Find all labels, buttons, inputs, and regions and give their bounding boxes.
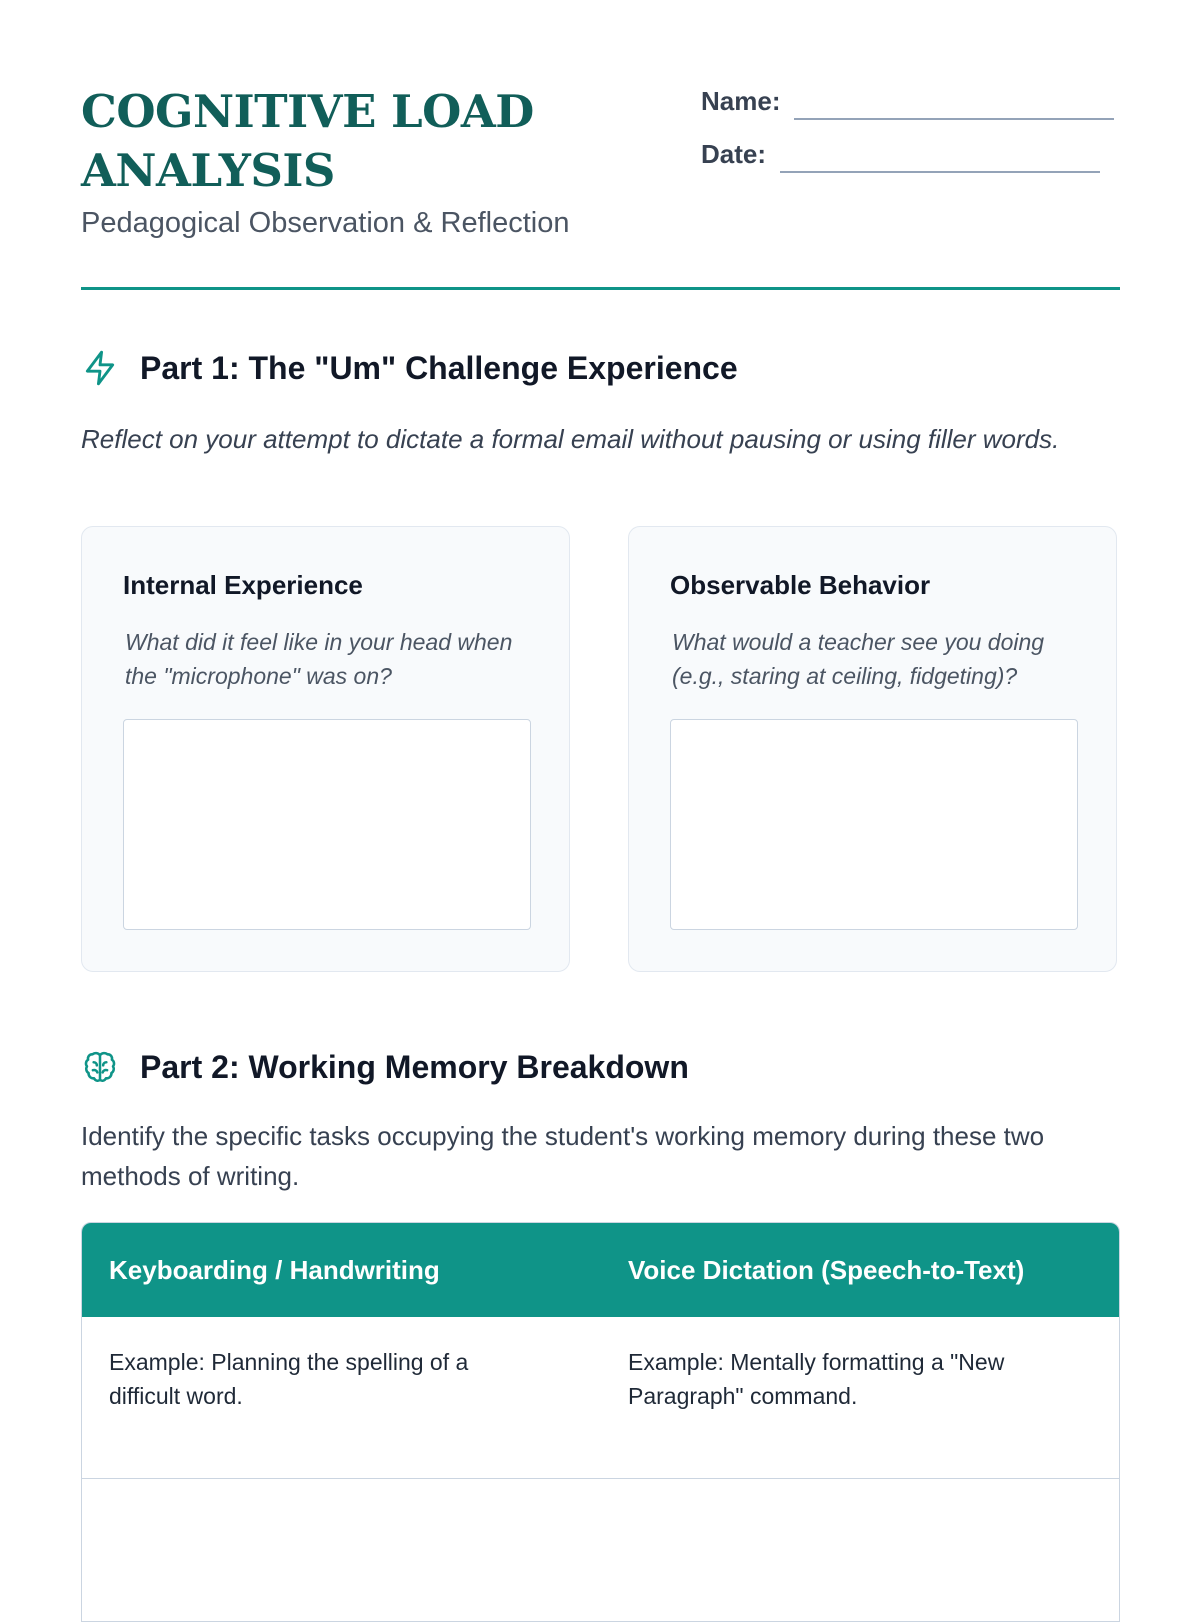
name-label: Name: xyxy=(701,86,781,116)
student-info-fields xyxy=(701,82,1120,188)
part2-intro: Identify the specific tasks occupying the student's working memory during these two methods of writing. xyxy=(81,1121,1045,1191)
part1-title: Part 1: The "Um" Challenge Experience xyxy=(140,350,738,386)
table-cell-voice-dictation[interactable]: Example: Mentally formatting a "New Paragraph" command. xyxy=(628,1349,1005,1409)
worksheet-page xyxy=(81,0,1120,1409)
worksheet-header xyxy=(81,0,1120,290)
table-row xyxy=(82,1317,1119,1479)
part1-intro: Reflect on your attempt to dictate a formal email without pausing or using filler words. xyxy=(81,424,1060,454)
table-cell-keyboarding[interactable]: Example: Planning the spelling of a difficult word. xyxy=(109,1349,469,1409)
observable-behavior-card xyxy=(628,526,1117,972)
date-label: Date: xyxy=(701,139,767,169)
internal-experience-card xyxy=(81,526,570,972)
page-title: COGNITIVE LOAD ANALYSIS xyxy=(81,85,534,197)
working-memory-table xyxy=(81,1222,1120,1622)
lightning-bolt-icon xyxy=(81,349,119,387)
page-subtitle: Pedagogical Observation & Reflection xyxy=(81,207,570,239)
name-input-line[interactable] xyxy=(794,82,1114,120)
table-header-voice-dictation: Voice Dictation (Speech-to-Text) xyxy=(628,1255,1025,1285)
brain-icon xyxy=(81,1048,119,1086)
part1-heading xyxy=(81,348,738,388)
header-divider xyxy=(81,287,1120,290)
date-field xyxy=(701,135,1120,188)
card-prompt: What would a teacher see you doing (e.g., staring at ceiling, fidgeting)? xyxy=(672,629,1045,689)
card-title: Internal Experience xyxy=(123,570,363,600)
observable-behavior-response-box[interactable] xyxy=(670,719,1078,930)
table-header-keyboarding: Keyboarding / Handwriting xyxy=(109,1255,440,1285)
part2-title: Part 2: Working Memory Breakdown xyxy=(140,1049,689,1085)
card-prompt: What did it feel like in your head when the "microphone" was on? xyxy=(125,629,513,689)
table-row xyxy=(82,1479,1119,1622)
internal-experience-response-box[interactable] xyxy=(123,719,531,930)
table-header-row xyxy=(82,1223,1119,1317)
card-title: Observable Behavior xyxy=(670,570,931,600)
name-field xyxy=(701,82,1120,135)
date-input-line[interactable] xyxy=(780,135,1100,173)
part2-heading xyxy=(81,1047,689,1087)
